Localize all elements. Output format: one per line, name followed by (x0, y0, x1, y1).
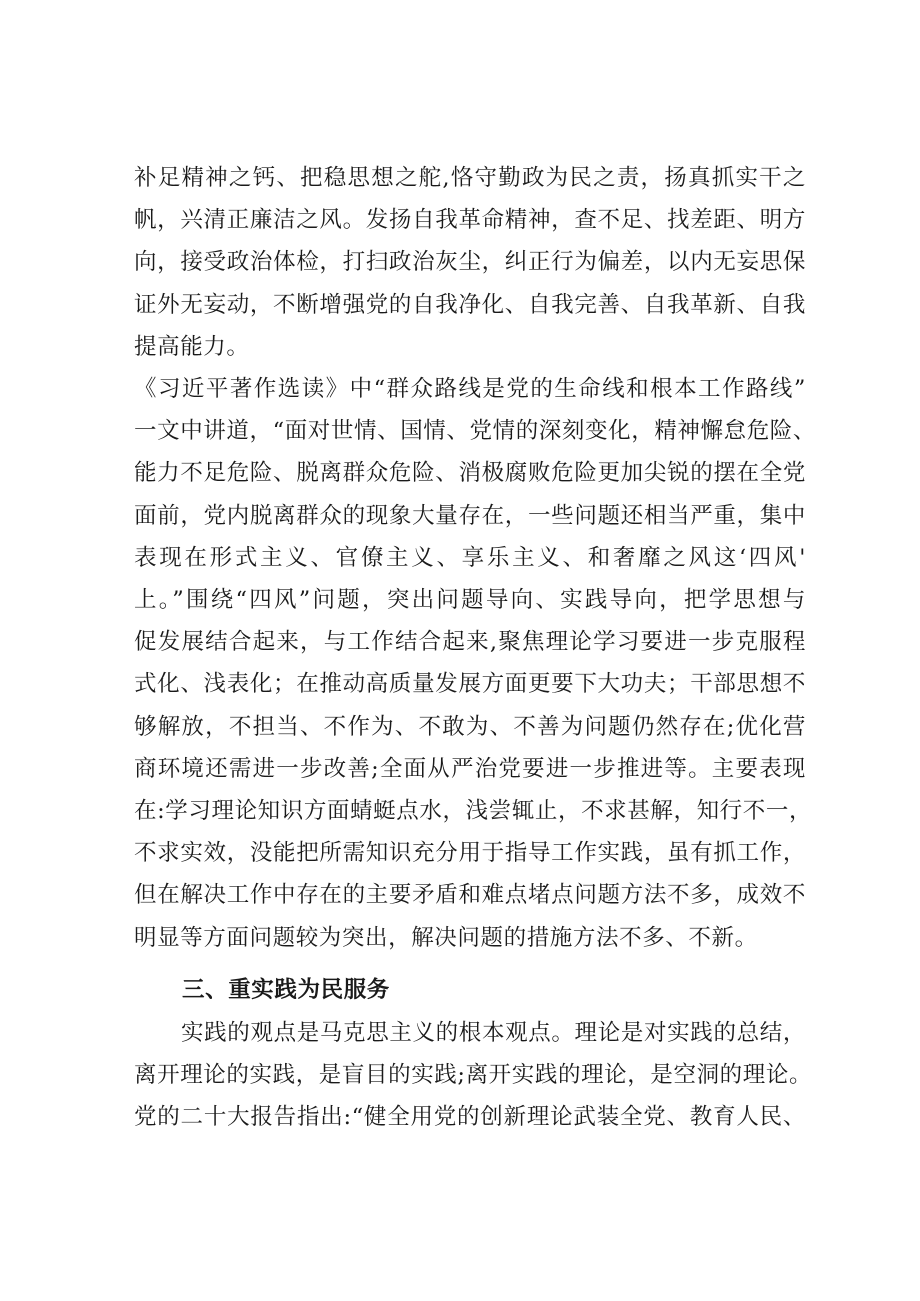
paragraph-3-line: 实践的观点是马克思主义的根本观点。理论是对实践的总结， (181, 1020, 806, 1046)
paragraph-2-line: 《习近平著作选读》中“群众路线是党的生命线和根本工作路线” (134, 376, 806, 402)
paragraph-2 (134, 368, 817, 959)
section-heading: 三、重实践为民服务 (182, 977, 390, 1003)
paragraph-2-line: 但在解决工作中存在的主要矛盾和难点堵点问题方法不多，成效不 (134, 882, 806, 909)
paragraph-1-line: 补足精神之钙、把稳思想之舵,恪守勤政为民之责，扬真抓实干之 (134, 165, 806, 191)
paragraph-2-line: 能力不足危险、脱离群众危险、消极腐败危险更加尖锐的摆在全党 (134, 460, 806, 487)
paragraph-2-line: 促发展结合起来，与工作结合起来,聚焦理论学习要进一步克服程 (134, 629, 806, 656)
paragraph-2-line: 式化、浅表化；在推动高质量发展方面更要下大功夫；干部思想不 (134, 671, 806, 698)
paragraph-1-line: 向，接受政治体检，打扫政治灰尘，纠正行为偏差，以内无妄思保 (134, 249, 806, 276)
paragraph-1-line: 帆，兴清正廉洁之风。发扬自我革命精神，查不足、找差距、明方 (134, 207, 806, 234)
paragraph-2-line: 表现在形式主义、官僚主义、享乐主义、和奢靡之风这‘四风' (134, 544, 806, 571)
paragraph-2-line: 在:学习理论知识方面蜻蜓点水，浅尝辄止，不求甚解，知行不一， (134, 798, 813, 825)
paragraph-2-line: 面前，党内脱离群众的现象大量存在，一些问题还相当严重，集中 (134, 502, 806, 529)
paragraph-2-line: 上。”围绕“四风”问题，突出问题导向、实践导向，把学思想与 (134, 587, 806, 614)
paragraph-3-line: 离开理论的实践，是盲目的实践;离开实践的理论，是空洞的理论。 (134, 1062, 813, 1089)
paragraph-2-line: 不求实效，没能把所需知识充分用于指导工作实践，虽有抓工作， (134, 840, 806, 867)
paragraph-2-line: 一文中讲道，“面对世情、国情、党情的深刻变化，精神懈怠危险、 (134, 418, 817, 445)
paragraph-1-line: 证外无妄动，不断增强党的自我净化、自我完善、自我革新、自我 (134, 291, 806, 318)
paragraph-2-line: 明显等方面问题较为突出，解决问题的措施方法不多、不新。 (134, 924, 758, 951)
paragraph-1-line: 提高能力。 (134, 333, 250, 360)
paragraph-3-line: 党的二十大报告指出:“健全用党的创新理论武装全党、教育人民、 (134, 1104, 806, 1131)
paragraph-1 (134, 157, 806, 368)
paragraph-2-line: 商环境还需进一步改善;全面从严治党要进一步推进等。主要表现 (134, 755, 806, 782)
paragraph-3 (134, 1012, 813, 1139)
paragraph-2-line: 够解放，不担当、不作为、不敢为、不善为问题仍然存在;优化营 (134, 713, 806, 740)
